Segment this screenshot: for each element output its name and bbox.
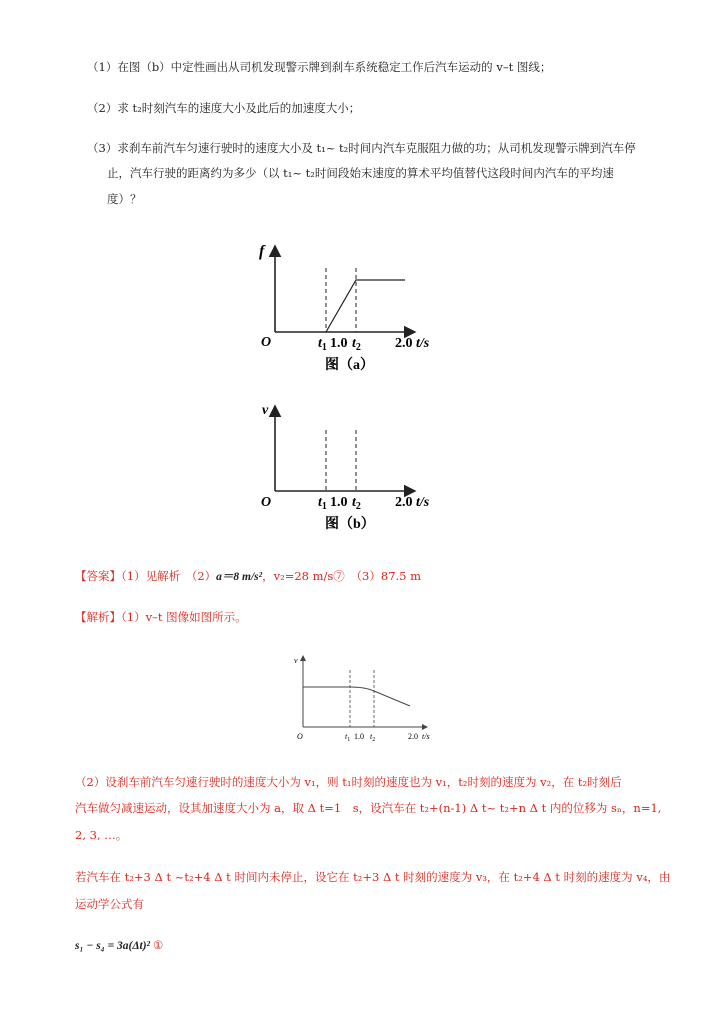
formula-line (75, 938, 163, 953)
para-3-line-2: 运动学公式有 (75, 897, 144, 911)
figure-b-y-label: v (262, 403, 269, 418)
answer-acceleration: a＝8 m/s² (216, 571, 263, 583)
figure-c-velocity-curve (303, 687, 410, 706)
para-2-line-2: 汽车做匀减速运动，设其加速度大小为 a，取 Δ t=1 s，设汽车在 t₂+(n-1) Δ t~ t₂+n Δ t 内的位移为 sₙ，n=1, (75, 801, 662, 815)
figure-c-x-unit: t/s (422, 732, 430, 741)
figure-b-caption: 图（b） (325, 517, 375, 532)
figure-a (255, 240, 445, 375)
formula-text: s₁ − s₄ = 3a(Δt)² (75, 940, 151, 952)
question-1: （1）在图（b）中定性画出从司机发现警示牌到刹车系统稳定工作后汽车运动的 v–t 图线； (87, 60, 552, 74)
figure-b-t1-label: $t_1$ (318, 495, 327, 512)
figure-a-t2-label: $t_2$ (352, 336, 361, 353)
figure-b-x-unit: t/s (416, 495, 430, 510)
figure-a-tick-1: 1.0 (330, 336, 348, 351)
para-2-line-1: （2）设刹车前汽车匀速行驶时的速度大小为 v₁，则 t₁时刻的速度也为 v₁，t₂时刻的速度为 v₂，在 t₂时刻后 (75, 775, 622, 789)
figure-b-origin: O (261, 495, 272, 510)
figure-c-tick-2: 2.0 (408, 732, 418, 741)
answer-v2: ，v₂=28 m/s⑦ （3）87.5 m (262, 569, 422, 583)
figure-c-y-label: v (294, 656, 298, 665)
analysis-label: 【解析】 (75, 610, 121, 624)
para-3-line-1: 若汽车在 t₂+3 Δ t ~t₂+4 Δ t 时间内未停止，设它在 t₂+3 Δ t 时刻的速度为 v₃，在 t₂+4 Δ t 时刻的速度为 v₄，由 (75, 870, 671, 884)
analysis-text: （1）v–t 图像如图所示。 (121, 610, 247, 624)
figure-b-t2-label: $t_2$ (352, 495, 361, 512)
analysis-line (75, 610, 247, 624)
question-3-line-2: 止，汽车行驶的距离约为多少（以 t₁~ t₂时间段始末速度的算术平均值替代这段时间内汽车的平均速 (107, 166, 614, 180)
figure-b-tick-2: 2.0 (395, 495, 413, 510)
figure-a-origin: O (261, 335, 272, 350)
figure-c (290, 650, 440, 745)
figure-c-t1-label: $t_1$ (345, 732, 351, 743)
question-2: （2）求 t₂时刻汽车的速度大小及此后的加速度大小； (87, 101, 361, 115)
question-3-line-3: 度）？ (107, 192, 142, 206)
figure-a-y-label: f (259, 243, 265, 260)
question-3-line-1: （3）求刹车前汽车匀速行驶时的速度大小及 t₁~ t₂时间内汽车克服阻力做的功；从司机发现警示牌到汽车停 (87, 141, 636, 155)
figure-a-x-unit: t/s (416, 336, 430, 351)
figure-a-t1-label: $t_1$ (318, 336, 327, 353)
answer-label: 【答案】 (75, 569, 121, 583)
para-2-line-3: 2, 3, …。 (75, 828, 128, 842)
answer-line (75, 569, 421, 584)
formula-marker: ① (153, 938, 164, 952)
figure-a-caption: 图（a） (325, 358, 374, 373)
figure-a-force-curve (326, 280, 405, 332)
figure-c-t2-label: $t_2$ (370, 732, 376, 743)
figure-a-tick-2: 2.0 (395, 336, 413, 351)
figure-c-origin: O (297, 732, 303, 741)
figure-b-tick-1: 1.0 (330, 495, 348, 510)
figure-b (255, 400, 445, 535)
answer-part-1: （1）见解析 （2） (121, 569, 217, 583)
figure-c-tick-1: 1.0 (354, 732, 364, 741)
